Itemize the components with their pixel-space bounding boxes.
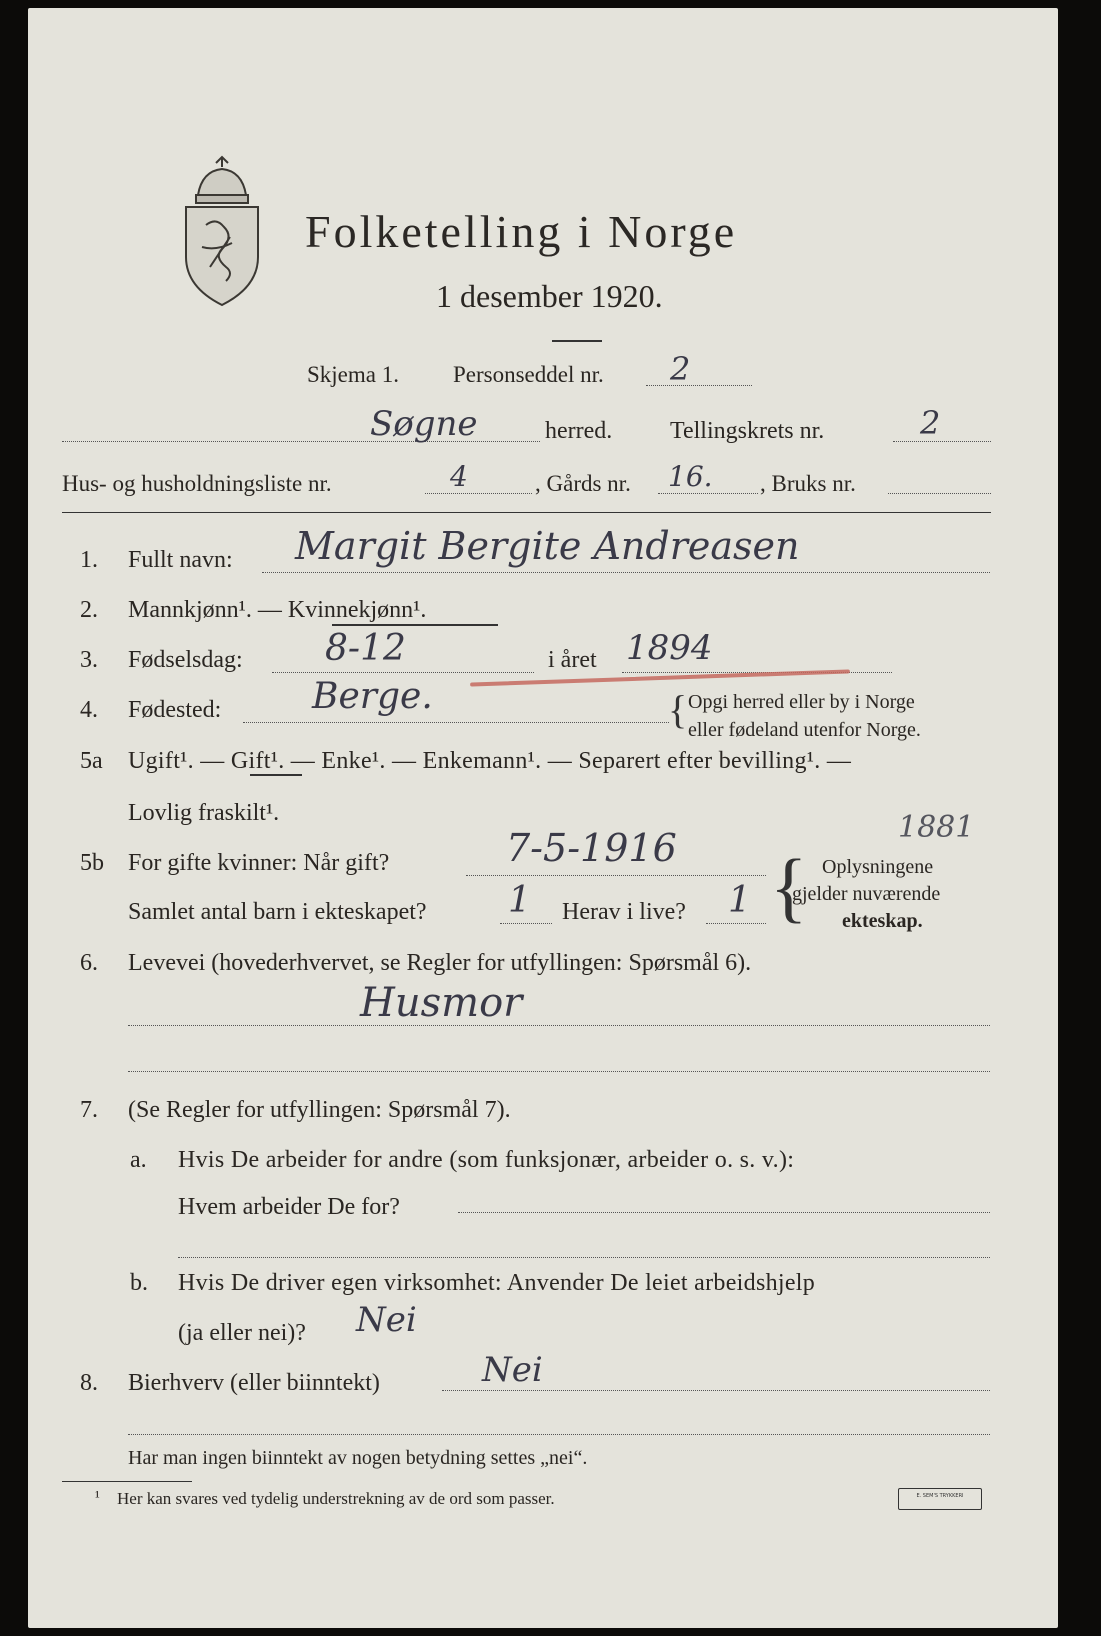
gift-underline <box>250 774 302 776</box>
q1-number: 1. <box>80 547 98 573</box>
q6-number: 6. <box>80 950 98 976</box>
children-value[interactable]: 1 <box>508 880 531 921</box>
q5a-number: 5a <box>80 748 103 774</box>
herred-value[interactable]: Søgne <box>370 404 478 444</box>
birthplace-value[interactable]: Berge. <box>312 676 433 717</box>
q1-line <box>262 572 990 573</box>
q5a-line2: Lovlig fraskilt¹. <box>128 800 280 826</box>
q7b-line1: Hvis De driver egen virksomhet: Anvender De leiet arbeidshjelp <box>178 1270 816 1296</box>
gards-line <box>658 493 758 494</box>
kvinnekjonn-underline <box>332 624 498 626</box>
q3-number: 3. <box>80 647 98 673</box>
q5b-label3: Herav i live? <box>562 899 686 925</box>
q5b-label2: Samlet antal barn i ekteskapet? <box>128 899 427 925</box>
form-title: Folketelling i Norge <box>305 206 738 257</box>
employer-line-2 <box>178 1257 990 1258</box>
hus-label: Hus- og husholdningsliste nr. <box>62 471 332 496</box>
q6-line-2 <box>128 1071 990 1072</box>
q6-label: Levevei (hovederhvervet, se Regler for utfyllingen: Spørsmål 6). <box>128 950 752 976</box>
title-divider <box>552 340 602 342</box>
q7b-line2: (ja eller nei)? <box>178 1320 306 1346</box>
q7a-letter: a. <box>130 1147 147 1173</box>
q5b-side-2 <box>792 883 940 906</box>
q8-number: 8. <box>80 1370 98 1396</box>
q5b-side-3: ekteskap. <box>842 910 923 932</box>
q2-label: Mannkjønn¹. — Kvinnekjønn¹. <box>128 597 427 623</box>
coat-of-arms-icon <box>176 155 268 310</box>
q5b-label1: For gifte kvinner: Når gift? <box>128 850 390 876</box>
printer-stamp-text: E. SEM'S TRYKKERI <box>916 1493 964 1499</box>
personseddel-label: Personseddel nr. <box>453 362 604 387</box>
footnote-rule <box>62 1481 192 1482</box>
q8-line-2 <box>128 1434 990 1435</box>
gards-label: , Gårds nr. <box>535 471 631 496</box>
q8-line-1 <box>442 1390 990 1391</box>
skjema-label: Skjema 1. <box>307 362 399 387</box>
full-name-value[interactable]: Margit Bergite Andreasen <box>295 524 800 568</box>
q5b-brace: { <box>770 843 808 930</box>
q4-brace: { <box>668 687 688 732</box>
personseddel-line <box>646 385 752 386</box>
q5b-number: 5b <box>80 850 104 876</box>
personseddel-value[interactable]: 2 <box>670 350 691 388</box>
year-label: i året <box>548 647 597 673</box>
bruks-label: , Bruks nr. <box>760 471 856 496</box>
q6-line-1 <box>128 1025 990 1026</box>
q4-note-1: Opgi herred eller by i Norge <box>688 691 915 713</box>
hired-help-value[interactable]: Nei <box>356 1300 417 1340</box>
printer-stamp <box>898 1488 982 1510</box>
q7a-line1: Hvis De arbeider for andre (som funksjonær, arbeider o. s. v.): <box>178 1147 795 1173</box>
married-date-value[interactable]: 7-5-1916 <box>506 826 677 870</box>
q1-label: Fullt navn: <box>128 547 233 573</box>
handwritten-note-1881: 1881 <box>898 810 975 845</box>
q7-label: (Se Regler for utfyllingen: Spørsmål 7). <box>128 1097 511 1123</box>
married-line <box>466 875 766 876</box>
alive-line <box>706 923 766 924</box>
q7a-line2: Hvem arbeider De for? <box>178 1194 400 1220</box>
q4-number: 4. <box>80 697 98 723</box>
q4-note-2: eller fødeland utenfor Norge. <box>688 719 921 741</box>
q3-label: Fødselsdag: <box>128 647 243 673</box>
footnote-mark: ¹ <box>95 1489 100 1506</box>
tellingskrets-line <box>893 441 991 442</box>
tellingskrets-value[interactable]: 2 <box>920 404 941 442</box>
birth-year-value[interactable]: 1894 <box>626 628 713 668</box>
herred-label: herred. <box>545 418 613 444</box>
children-line <box>500 923 552 924</box>
q3-line <box>272 672 534 673</box>
alive-value[interactable]: 1 <box>728 880 751 921</box>
section-divider <box>62 512 991 513</box>
q7b-letter: b. <box>130 1270 148 1296</box>
employer-line-1 <box>458 1212 990 1213</box>
q8-label: Bierhverv (eller biinntekt) <box>128 1370 380 1396</box>
tellingskrets-label: Tellingskrets nr. <box>670 418 825 444</box>
gards-value[interactable]: 16. <box>668 460 713 493</box>
q4-label: Fødested: <box>128 697 222 723</box>
q4-line <box>243 722 669 723</box>
bruks-line <box>888 493 991 494</box>
footer-note: Har man ingen biinntekt av nogen betydning settes „nei“. <box>128 1447 588 1469</box>
birthday-value[interactable]: 8-12 <box>325 628 406 669</box>
occupation-value[interactable]: Husmor <box>360 980 523 1026</box>
footnote-text: Her kan svares ved tydelig understrekning av de ord som passer. <box>117 1489 555 1508</box>
q5b-side-1: Oplysningene <box>822 856 934 878</box>
hus-line <box>425 493 532 494</box>
q7-number: 7. <box>80 1097 98 1123</box>
side-income-value[interactable]: Nei <box>482 1350 543 1390</box>
hus-value[interactable]: 4 <box>450 460 468 493</box>
q5b-side-2-text: gjelder nuværende <box>792 883 941 905</box>
q5a-line1: Ugift¹. — Gift¹. — Enke¹. — Enkemann¹. — Separert efter bevilling¹. — <box>128 748 852 774</box>
q2-number: 2. <box>80 597 98 623</box>
form-date: 1 desember 1920. <box>436 278 663 314</box>
